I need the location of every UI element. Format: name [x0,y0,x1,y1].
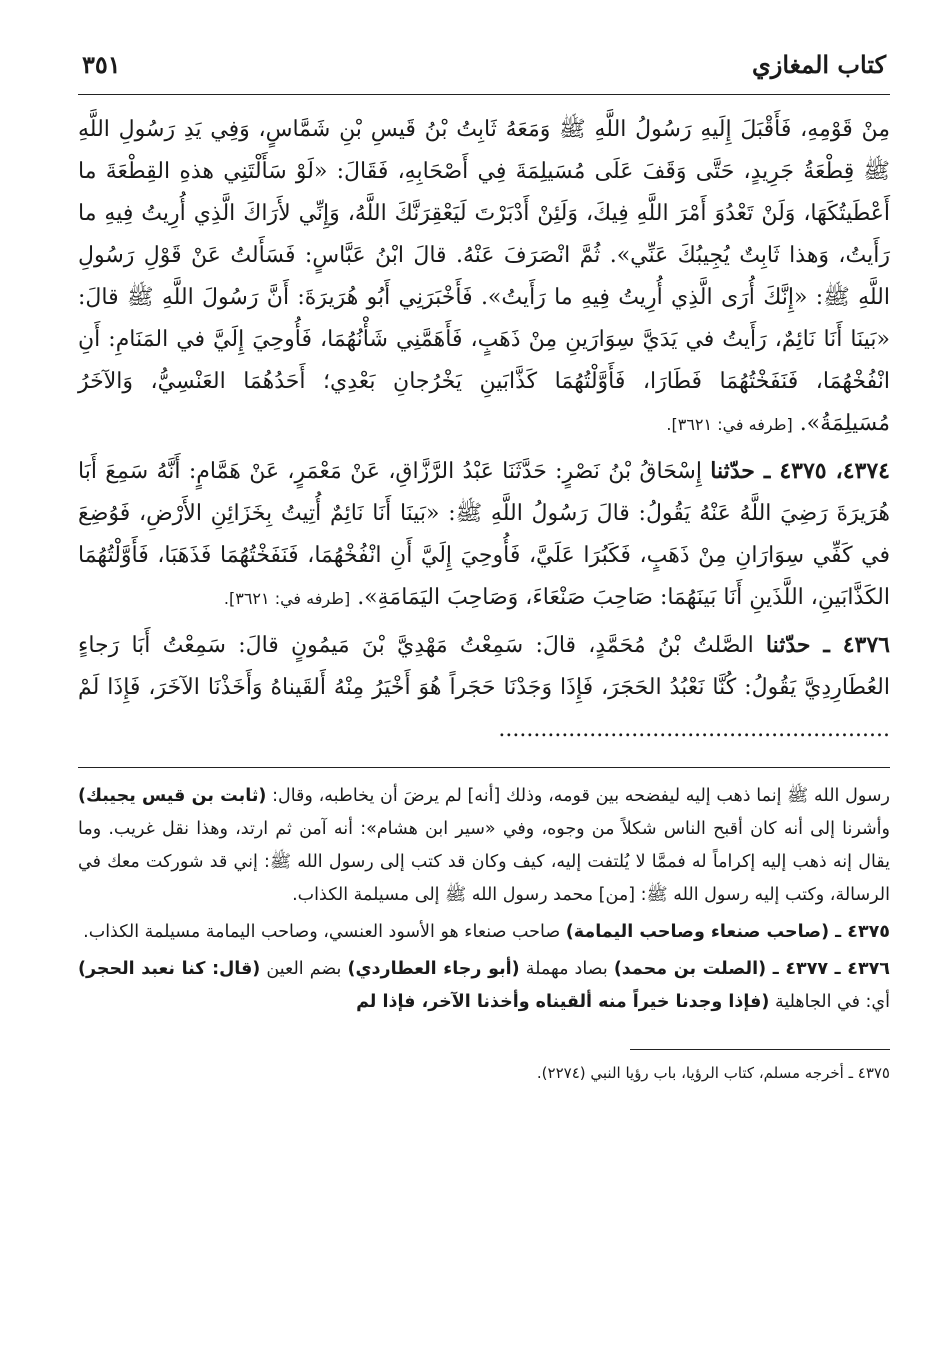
commentary-lemma: (ثابت بن قيس يجيبك) [78,786,267,806]
hadith-text-3: الصَّلتُ بْنُ مُحَمَّدٍ، قالَ: سَمِعْتُ مَهْدِيَّ بْنَ مَيمُونٍ قالَ: سَمِعْتُ أَبَا رَجاءٍ العُطَارِدِيَّ يَقُولُ: كُنَّا نَعْبُدُ الحَجَرَ، فَإِذَا وَجَدْنَا حَجَراً هُوَ أَخْيَرُ مِنْهُ أَلقَيناهُ وَأَخَذْنَا الآخَرَ، فَإِذَا لَمْ [78,633,890,700]
commentary-paragraph-3 [78,953,890,1019]
commentary-text: رسول الله ﷺ إنما ذهب إليه ليفضحه بين قومه، وذلك [أنه] لم يرضَ أن يخاطبه، وقال: [272,786,890,806]
commentary-lemma: ٤٣٧٥ ـ (صاحب صنعاء وصاحب اليمامة) [565,922,890,942]
commentary-text: صاحب صنعاء هو الأسود العنسي، وصاحب اليمامة مسيلمة الكذاب. [83,922,561,942]
commentary-text: وأشرنا إلى أنه كان أقبح الناس شكلاً من وجوه، وفي «سير ابن هشام»: أنه آمن ثم ارتد، وهذا نقل غريب. وما يقال إنه ذهب إليه إكراماً له فممَّا لا يُلتفت إليه، كيف وكان قد كتب إلى رسول الله ﷺ: إني قد شوركت معك في الرسالة، وكتب إليه رسول الله ﷺ: [من] محمد رسول الله ﷺ إلى مسيلمة الكذاب. [78,819,890,905]
commentary-lemma: ٤٣٧٦ ـ ٤٣٧٧ ـ (الصلت بن محمد) [613,959,890,979]
cross-reference: [طرفه في: ٣٦٢١]. [223,589,351,608]
chapter-title: كتاب المغازي [751,50,886,79]
hadith-text-1: مِنْ قَوْمِهِ، فَأَقْبَلَ إِلَيهِ رَسُولُ اللَّهِ ﷺ وَمَعَهُ ثَابِتُ بْنُ قَيسِ بْنِ شَمَّاسٍ، وَفِي يَدِ رَسُولِ اللَّهِ ﷺ قِطْعَةُ جَرِيدٍ، حَتَّى وَقَفَ عَلَى مُسَيلِمَةَ فِي أَصْحَابِهِ، فَقَالَ: «لَوْ سَأَلْتَنِي هذهِ القِطْعَةَ ما أَعْطَيتُكَهَا، وَلَنْ تَعْدُوَ أَمْرَ اللَّهِ فِيكَ، وَلَئِنْ أَدْبَرْتَ لَيَعْقِرَنَّكَ اللَّهُ، وَإِنِّي لأَرَاكَ الَّذِي أُرِيتُ فِيهِ ما رَأَيتُ، وَهذا ثَابِتٌ يُجِيبُكَ عَنِّي». ثُمَّ انْصَرَفَ عَنْهُ. قالَ ابْنُ عَبَّاسٍ: فَسَأَلتُ عَنْ قَوْلِ رَسُولِ اللَّهِ ﷺ: «إِنَّكَ أُرَى الَّذِي أُرِيتُ فِيهِ ما رَأَيتُ». فَأَخْبَرَنِي أَبُو هُرَيرَةَ: أَنَّ رَسُولَ اللَّهِ ﷺ قالَ: «بَينَا أَنَا نَائِمٌ، رَأَيتُ في يَدَيَّ سِوَارَينِ مِنْ ذَهَبٍ، فَأَهَمَّنِي شَأْنُهُمَا، فَأُوحِيَ إِلَيَّ في المَنَامِ: أَنِ انْفُخْهُمَا، فَنَفَخْتُهُمَا فَطَارَا، فَأَوَّلْتُهُمَا كَذَّابَينِ يَخْرُجانِ بَعْدِي؛ أَحَدُهُمَا العَنْسِيُّ، وَالآخَرُ مُسَيلِمَةُ». [78,117,890,436]
hadith-paragraph-1 [78,109,890,446]
commentary-lemma: (قال: كنا نعبد الحجر) [78,959,261,979]
commentary-paragraph-1 [78,780,890,912]
commentary-separator [78,767,890,768]
commentary-text: بضم العين [266,959,342,979]
footnote-separator [630,1049,890,1050]
hadith-number: ٤٣٧٤، ٤٣٧٥ ـ حدّثنا [710,458,890,484]
hadith-paragraph-2 [78,450,890,620]
page-header [78,50,890,95]
hadith-number: ٤٣٧٦ ـ حدّثنا [765,632,890,658]
cross-reference: [طرفه في: ٣٦٢١]. [666,415,793,434]
commentary [78,780,890,1019]
hadith-text [78,109,890,751]
page-number: ٣٥١ [82,50,121,79]
book-page [78,50,890,1086]
commentary-lemma: (فإذا وجدنا خيراً منه ألقيناه وأخذنا الآخر، فإذا لم [356,992,770,1012]
commentary-lemma: (أبو رجاء العطاردي) [347,959,520,979]
commentary-text: بصاد مهملة [525,959,608,979]
commentary-text: أي: في الجاهلية [774,992,890,1012]
hadith-text-2: إِسْحَاقُ بْنُ نَصْرٍ: حَدَّثَنَا عَبْدُ الرَّزَّاقِ، عَنْ مَعْمَرٍ، عَنْ هَمَّامٍ: أَنَّهُ سَمِعَ أَبَا هُرَيرَةَ رَضِيَ اللَّهُ عَنْهُ يَقُولُ: قالَ رَسُولُ اللَّهِ ﷺ: «بَينَا أَنَا نَائِمٌ أُتِيتُ بِخَزَائِنِ الأَرْضِ، فَوُضِعَ في كَفِّي سِوَارَانِ مِنْ ذَهَبٍ، فَكَبُرَا عَلَيَّ، فَأُوحِيَ إِلَيَّ أَنِ انْفُخْهُمَا، فَنَفَخْتُهُمَا فَذَهَبَا، فَأَوَّلْتُهُمَا الكَذَّابَينِ، اللَّذَينِ أَنَا بَينَهُمَا: صَاحِبَ صَنْعَاءَ، وَصَاحِبَ اليَمَامَةِ». [78,459,890,610]
commentary-paragraph-2 [78,916,890,949]
footnote: ٤٣٧٥ ـ أخرجه مسلم، كتاب الرؤيا، باب رؤيا النبي (٢٢٧٤). [536,1064,890,1082]
continuation-dots: ........................................................ [498,717,890,742]
hadith-paragraph-3 [78,624,890,751]
